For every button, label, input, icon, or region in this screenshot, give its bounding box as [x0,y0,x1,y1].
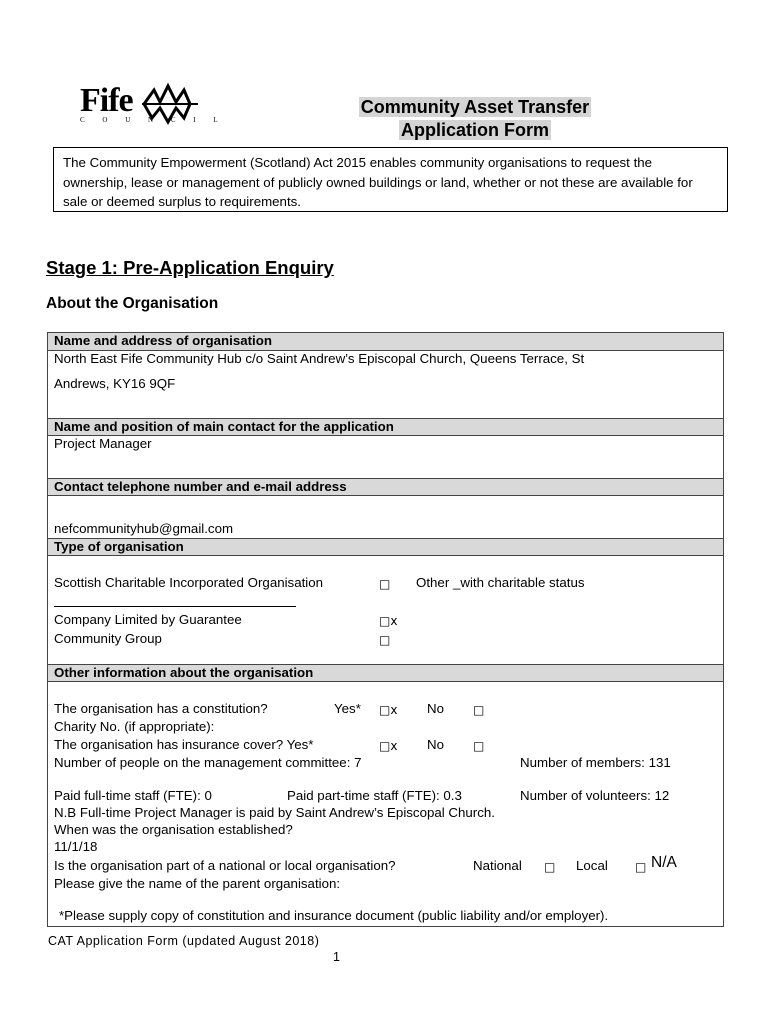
national-label: National [473,858,522,873]
parent-org-question: Is the organisation part of a national or local organisation? [54,858,396,873]
name-address-line2: Andrews, KY16 9QF [54,376,176,391]
constitution-question: The organisation has a constitution? [54,701,268,716]
local-label: Local [576,858,608,873]
name-address-header: Name and address of organisation [48,333,723,351]
fulltime-staff: Paid full-time staff (FTE): 0 [54,788,212,803]
intro-box: The Community Empowerment (Scotland) Act 2015 enables community organisations to request the ownership, lease or management of publicly owned buildings or land, whether or not these are available for sale or deemed surplus to requirements. [53,147,728,212]
volunteers-count: Number of volunteers: 12 [520,788,670,803]
form-title [300,96,650,142]
constitution-no-checkbox[interactable]: □ [473,703,485,717]
insurance-no-label: No [427,737,444,752]
separator-line [54,606,296,607]
constitution-no-label: No [427,701,444,716]
charity-number-label: Charity No. (if appropriate): [54,719,215,734]
established-question: When was the organisation established? [54,822,293,837]
members-count: Number of members: 131 [520,755,671,770]
contact-value: Project Manager [54,436,152,451]
established-date: 11/1/18 [54,839,98,854]
na-label: N/A [651,854,677,871]
insurance-yes-checkbox[interactable]: □x [379,739,398,753]
title-line-2: Application Form [401,120,549,140]
name-address-line1: North East Fife Community Hub c/o Saint Andrew’s Episcopal Church, Queens Terrace, St [54,351,585,366]
local-checkbox[interactable]: □ [635,860,647,874]
organisation-form [47,332,724,927]
fife-logo-council: C O U N C I L [80,116,226,124]
national-checkbox[interactable]: □ [544,860,556,874]
clg-label: Company Limited by Guarantee [54,612,242,627]
insurance-no-checkbox[interactable]: □ [473,739,485,753]
telephone-email-header: Contact telephone number and e-mail address [48,478,723,496]
committee-count: Number of people on the management committee: 7 [54,755,362,770]
other-charitable-label: Other _with charitable status [416,575,585,590]
contact-header: Name and position of main contact for the application [48,418,723,436]
insurance-question: The organisation has insurance cover? Yes* [54,737,314,752]
stage-heading: Stage 1: Pre-Application Enquiry [46,257,334,278]
constitution-yes-label: Yes* [334,701,361,716]
clg-checkbox[interactable]: □x [379,614,398,628]
section-heading: About the Organisation [46,295,219,312]
footer-text: CAT Application Form (updated August 2018) [48,934,320,948]
parent-org-name-label: Please give the name of the parent organisation: [54,876,341,891]
supply-note: *Please supply copy of constitution and insurance document (public liability and/or employer). [59,908,609,923]
scio-checkbox[interactable]: □ [379,577,391,591]
title-line-1: Community Asset Transfer [360,97,590,117]
scio-label: Scottish Charitable Incorporated Organisation [54,575,324,590]
community-group-checkbox[interactable]: □ [379,633,391,647]
community-group-label: Community Group [54,631,162,646]
email-value: nefcommunityhub@gmail.com [54,521,234,536]
parttime-staff: Paid part-time staff (FTE): 0.3 [287,788,462,803]
constitution-yes-checkbox[interactable]: □x [379,703,398,717]
nb-note: N.B Full-time Project Manager is paid by Saint Andrew’s Episcopal Church. [54,805,495,820]
org-type-header: Type of organisation [48,538,723,556]
fife-logo-mark-icon [140,80,200,126]
other-info-header: Other information about the organisation [48,664,723,682]
page-number: 1 [333,950,340,964]
fife-logo-wordmark: Fife [80,82,133,119]
